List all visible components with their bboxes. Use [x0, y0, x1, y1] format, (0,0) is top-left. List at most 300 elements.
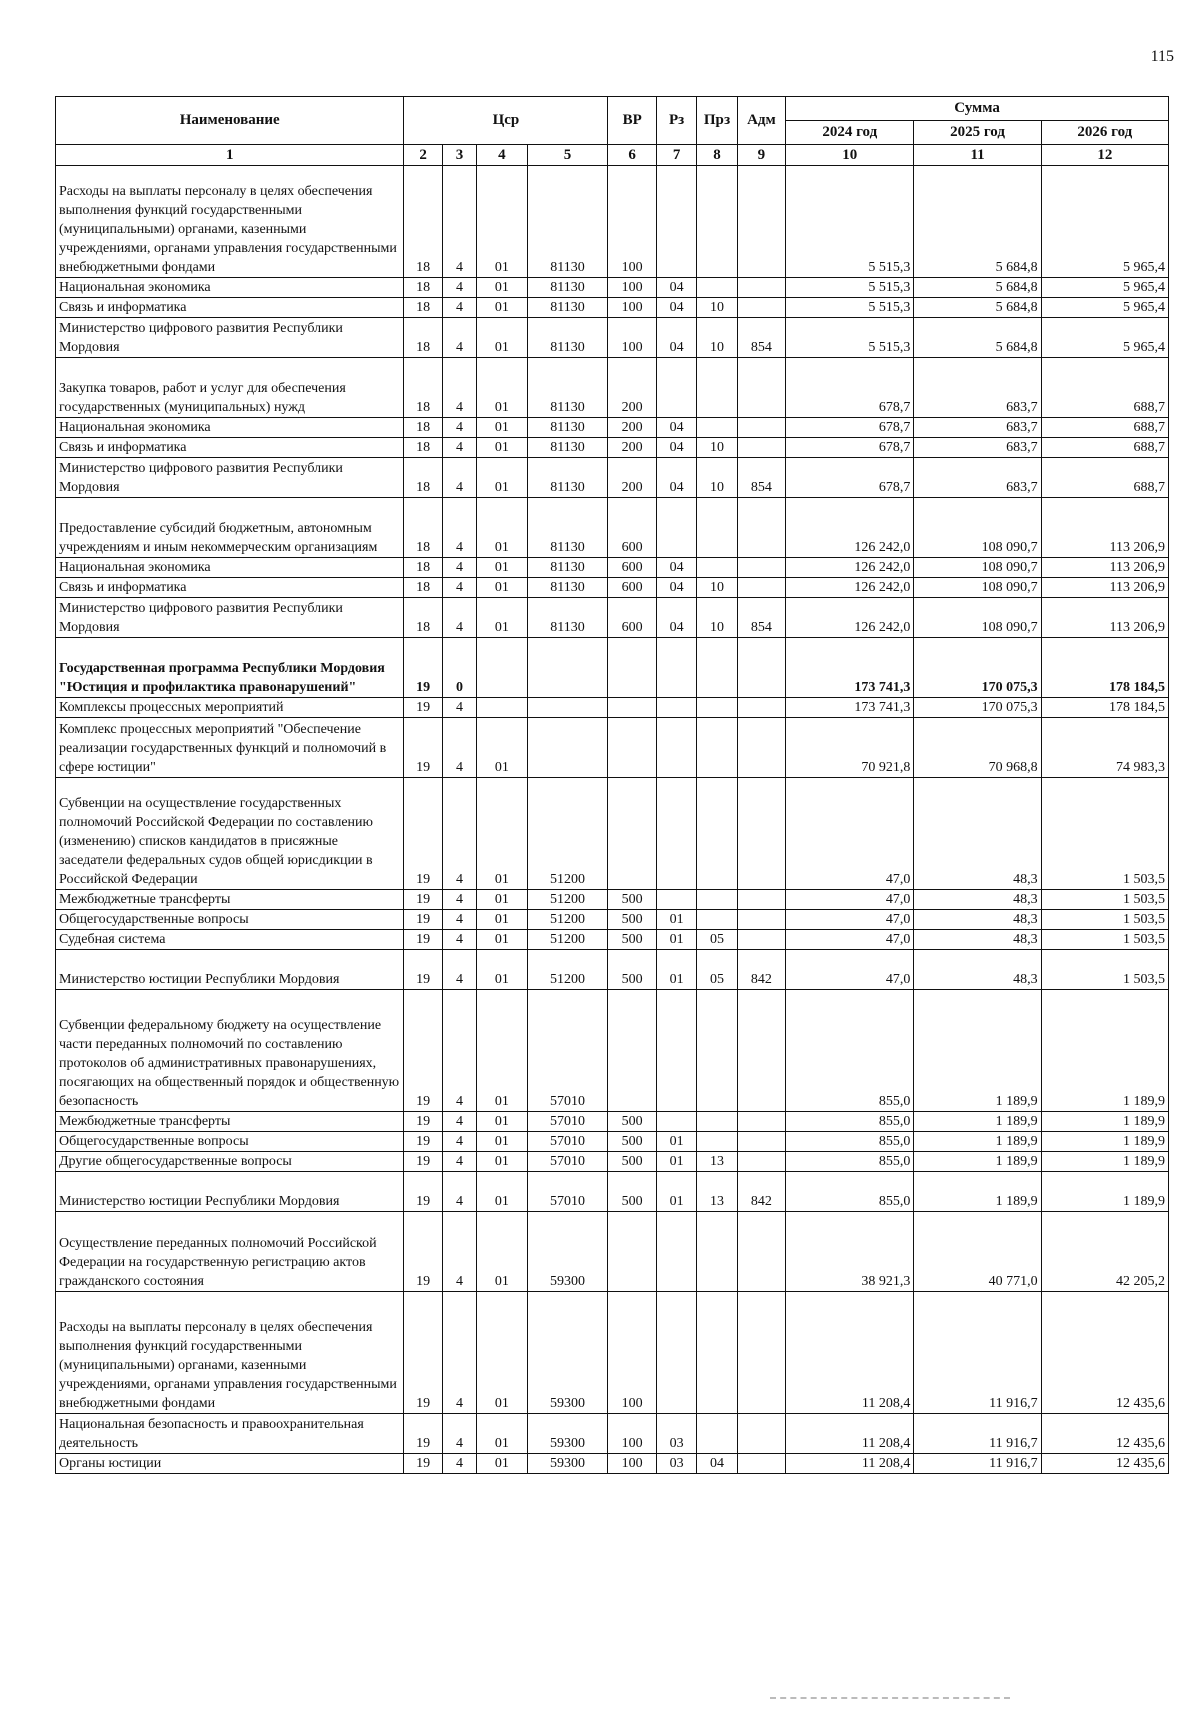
row-name: Расходы на выплаты персоналу в целях обеспечения выполнения функций государственными (муниципальными) органами, казенными учреждениями, органами управления государственными внебюджетными фондами: [56, 1292, 404, 1414]
row-cs-program: 19: [404, 950, 442, 990]
row-cs-direction: 81130: [527, 598, 608, 638]
table-row: [56, 1172, 1169, 1212]
row-adm: [737, 418, 785, 438]
row-vr: [608, 718, 656, 778]
row-prz: [697, 1292, 737, 1414]
col-number: 9: [737, 145, 785, 166]
row-sum-2025: 683,7: [914, 458, 1041, 498]
table-row: [56, 1132, 1169, 1152]
row-cs-main: 01: [477, 166, 527, 278]
row-vr: 100: [608, 298, 656, 318]
row-cs-direction: 81130: [527, 558, 608, 578]
table-row: [56, 418, 1169, 438]
table-row: [56, 1152, 1169, 1172]
row-rz: [656, 358, 696, 418]
row-vr: 200: [608, 358, 656, 418]
row-sum-2024: 173 741,3: [786, 698, 914, 718]
row-cs-program: 19: [404, 1172, 442, 1212]
row-cs-direction: 51200: [527, 950, 608, 990]
row-sum-2024: 126 242,0: [786, 498, 914, 558]
row-sum-2026: 1 189,9: [1041, 990, 1168, 1112]
row-cs-main: 01: [477, 278, 527, 298]
row-sum-2026: 1 189,9: [1041, 1152, 1168, 1172]
row-sum-2024: 5 515,3: [786, 318, 914, 358]
row-vr: 200: [608, 458, 656, 498]
row-sum-2025: 70 968,8: [914, 718, 1041, 778]
row-prz: [697, 558, 737, 578]
row-prz: 10: [697, 598, 737, 638]
row-rz: [656, 638, 696, 698]
row-name: Общегосударственные вопросы: [56, 910, 404, 930]
row-cs-program: 19: [404, 698, 442, 718]
table-row: [56, 638, 1169, 698]
row-rz: 04: [656, 298, 696, 318]
row-prz: [697, 358, 737, 418]
row-cs-main: 01: [477, 598, 527, 638]
row-sum-2026: 1 503,5: [1041, 950, 1168, 990]
row-adm: [737, 1132, 785, 1152]
row-sum-2026: 5 965,4: [1041, 166, 1168, 278]
row-prz: [697, 890, 737, 910]
row-name: Связь и информатика: [56, 438, 404, 458]
table-row: [56, 358, 1169, 418]
row-cs-program: 18: [404, 166, 442, 278]
row-adm: [737, 558, 785, 578]
row-vr: [608, 990, 656, 1112]
row-rz: 04: [656, 418, 696, 438]
row-cs-main: 01: [477, 298, 527, 318]
row-sum-2025: 48,3: [914, 778, 1041, 890]
row-sum-2025: 1 189,9: [914, 1132, 1041, 1152]
row-adm: [737, 1454, 785, 1474]
row-rz: 04: [656, 578, 696, 598]
row-rz: 01: [656, 950, 696, 990]
col-number: 11: [914, 145, 1041, 166]
row-rz: 01: [656, 1172, 696, 1212]
row-prz: [697, 166, 737, 278]
table-row: [56, 950, 1169, 990]
row-cs-program: 19: [404, 930, 442, 950]
row-vr: [608, 698, 656, 718]
row-rz: [656, 166, 696, 278]
row-rz: [656, 698, 696, 718]
row-sum-2025: 108 090,7: [914, 498, 1041, 558]
table-row: [56, 598, 1169, 638]
row-name: Осуществление переданных полномочий Российской Федерации на государственную регистрацию актов гражданского состояния: [56, 1212, 404, 1292]
row-prz: [697, 1132, 737, 1152]
row-cs-subprogram: 4: [442, 1112, 476, 1132]
row-cs-subprogram: 4: [442, 418, 476, 438]
row-prz: [697, 698, 737, 718]
row-cs-direction: 51200: [527, 778, 608, 890]
row-rz: 03: [656, 1454, 696, 1474]
row-vr: 500: [608, 1172, 656, 1212]
row-name: Национальная экономика: [56, 418, 404, 438]
row-sum-2024: 126 242,0: [786, 598, 914, 638]
row-cs-main: 01: [477, 930, 527, 950]
row-cs-subprogram: 4: [442, 1212, 476, 1292]
col-number: 8: [697, 145, 737, 166]
scan-artifact-line: [770, 1697, 1010, 1702]
row-cs-direction: 81130: [527, 358, 608, 418]
row-cs-main: [477, 638, 527, 698]
row-rz: 04: [656, 458, 696, 498]
row-prz: [697, 718, 737, 778]
row-vr: 500: [608, 1152, 656, 1172]
row-name: Общегосударственные вопросы: [56, 1132, 404, 1152]
table-row: [56, 698, 1169, 718]
row-sum-2025: 5 684,8: [914, 166, 1041, 278]
row-sum-2025: 108 090,7: [914, 578, 1041, 598]
row-vr: 100: [608, 1292, 656, 1414]
row-cs-program: 19: [404, 1414, 442, 1454]
row-cs-program: 18: [404, 558, 442, 578]
row-vr: 100: [608, 1414, 656, 1454]
row-sum-2026: 1 503,5: [1041, 930, 1168, 950]
row-sum-2026: 178 184,5: [1041, 698, 1168, 718]
col-number: 12: [1041, 145, 1168, 166]
table-row: [56, 1212, 1169, 1292]
header-vr: ВР: [608, 97, 656, 145]
row-sum-2024: 5 515,3: [786, 278, 914, 298]
row-name: Министерство цифрового развития Республики Мордовия: [56, 318, 404, 358]
table-row: [56, 166, 1169, 278]
header-summa: Сумма: [786, 97, 1169, 121]
row-cs-direction: 59300: [527, 1454, 608, 1474]
header-year-2025: 2025 год: [914, 121, 1041, 145]
col-number: 5: [527, 145, 608, 166]
row-prz: 10: [697, 298, 737, 318]
row-sum-2025: 5 684,8: [914, 318, 1041, 358]
row-sum-2024: 678,7: [786, 418, 914, 438]
row-prz: 13: [697, 1172, 737, 1212]
row-cs-main: 01: [477, 318, 527, 358]
row-adm: [737, 1112, 785, 1132]
row-sum-2024: 47,0: [786, 778, 914, 890]
row-name: Расходы на выплаты персоналу в целях обеспечения выполнения функций государственными (муниципальными) органами, казенными учреждениями, органами управления государственными внебюджетными фондами: [56, 166, 404, 278]
row-cs-subprogram: 4: [442, 166, 476, 278]
row-name: Комплекс процессных мероприятий "Обеспечение реализации государственных функций и полномочий в сфере юстиции": [56, 718, 404, 778]
row-adm: [737, 890, 785, 910]
row-sum-2026: 5 965,4: [1041, 318, 1168, 358]
row-adm: [737, 298, 785, 318]
row-sum-2024: 678,7: [786, 358, 914, 418]
row-vr: [608, 1212, 656, 1292]
row-sum-2026: 74 983,3: [1041, 718, 1168, 778]
row-name: Комплексы процессных мероприятий: [56, 698, 404, 718]
row-sum-2025: 1 189,9: [914, 1172, 1041, 1212]
row-cs-subprogram: 4: [442, 1172, 476, 1212]
row-vr: 500: [608, 930, 656, 950]
row-cs-subprogram: 0: [442, 638, 476, 698]
row-prz: [697, 1414, 737, 1454]
row-sum-2026: 5 965,4: [1041, 278, 1168, 298]
col-number: 6: [608, 145, 656, 166]
row-vr: 200: [608, 418, 656, 438]
table-row: [56, 910, 1169, 930]
row-sum-2025: 108 090,7: [914, 558, 1041, 578]
row-adm: [737, 438, 785, 458]
row-sum-2026: 12 435,6: [1041, 1292, 1168, 1414]
row-name: Министерство цифрового развития Республики Мордовия: [56, 458, 404, 498]
row-cs-direction: 51200: [527, 890, 608, 910]
row-sum-2025: 108 090,7: [914, 598, 1041, 638]
row-sum-2026: 113 206,9: [1041, 498, 1168, 558]
row-sum-2025: 683,7: [914, 358, 1041, 418]
row-cs-subprogram: 4: [442, 458, 476, 498]
row-cs-subprogram: 4: [442, 778, 476, 890]
row-cs-main: [477, 698, 527, 718]
row-cs-program: 19: [404, 1132, 442, 1152]
row-cs-program: 19: [404, 718, 442, 778]
row-cs-main: 01: [477, 1454, 527, 1474]
row-prz: [697, 498, 737, 558]
row-cs-subprogram: 4: [442, 598, 476, 638]
row-vr: 600: [608, 498, 656, 558]
row-sum-2024: 126 242,0: [786, 558, 914, 578]
row-cs-main: 01: [477, 558, 527, 578]
row-prz: [697, 278, 737, 298]
row-cs-program: 18: [404, 278, 442, 298]
row-cs-main: 01: [477, 1112, 527, 1132]
row-rz: 04: [656, 438, 696, 458]
header-tsr: Цср: [404, 97, 608, 145]
row-cs-main: 01: [477, 950, 527, 990]
row-sum-2024: 5 515,3: [786, 166, 914, 278]
row-vr: 500: [608, 890, 656, 910]
row-sum-2026: 42 205,2: [1041, 1212, 1168, 1292]
row-adm: 854: [737, 598, 785, 638]
row-cs-program: 19: [404, 1152, 442, 1172]
row-prz: 13: [697, 1152, 737, 1172]
row-cs-program: 18: [404, 578, 442, 598]
table-row: [56, 318, 1169, 358]
row-cs-subprogram: 4: [442, 718, 476, 778]
row-sum-2026: 113 206,9: [1041, 558, 1168, 578]
row-cs-program: 18: [404, 438, 442, 458]
row-rz: 04: [656, 318, 696, 358]
budget-table: [55, 96, 1169, 1474]
row-sum-2025: 11 916,7: [914, 1414, 1041, 1454]
row-cs-program: 18: [404, 458, 442, 498]
col-number: 10: [786, 145, 914, 166]
row-vr: 500: [608, 1112, 656, 1132]
row-cs-subprogram: 4: [442, 1292, 476, 1414]
row-name: Судебная система: [56, 930, 404, 950]
row-cs-direction: 59300: [527, 1292, 608, 1414]
row-cs-main: 01: [477, 1292, 527, 1414]
row-cs-direction: 81130: [527, 438, 608, 458]
row-adm: [737, 498, 785, 558]
row-cs-program: 19: [404, 890, 442, 910]
row-rz: [656, 1112, 696, 1132]
row-sum-2025: 48,3: [914, 890, 1041, 910]
row-sum-2025: 683,7: [914, 418, 1041, 438]
row-cs-direction: 81130: [527, 298, 608, 318]
row-cs-subprogram: 4: [442, 890, 476, 910]
row-cs-program: 18: [404, 598, 442, 638]
row-vr: 100: [608, 166, 656, 278]
table-row: [56, 778, 1169, 890]
row-cs-subprogram: 4: [442, 950, 476, 990]
row-name: Национальная безопасность и правоохранительная деятельность: [56, 1414, 404, 1454]
table-header: [56, 97, 1169, 166]
row-sum-2025: 11 916,7: [914, 1292, 1041, 1414]
row-rz: 04: [656, 598, 696, 638]
row-sum-2024: 855,0: [786, 1152, 914, 1172]
row-cs-direction: 57010: [527, 1112, 608, 1132]
header-name: Наименование: [56, 97, 404, 145]
row-cs-direction: 59300: [527, 1414, 608, 1454]
row-rz: [656, 1292, 696, 1414]
row-cs-subprogram: 4: [442, 578, 476, 598]
row-cs-subprogram: 4: [442, 990, 476, 1112]
row-cs-subprogram: 4: [442, 318, 476, 358]
row-vr: 600: [608, 578, 656, 598]
row-cs-program: 19: [404, 910, 442, 930]
row-name: Национальная экономика: [56, 558, 404, 578]
header-prz: Прз: [697, 97, 737, 145]
row-vr: [608, 778, 656, 890]
row-sum-2026: 688,7: [1041, 458, 1168, 498]
row-name: Закупка товаров, работ и услуг для обеспечения государственных (муниципальных) нужд: [56, 358, 404, 418]
row-adm: [737, 1152, 785, 1172]
row-rz: [656, 1212, 696, 1292]
row-sum-2026: 1 503,5: [1041, 778, 1168, 890]
row-adm: [737, 698, 785, 718]
row-sum-2026: 178 184,5: [1041, 638, 1168, 698]
row-cs-program: 19: [404, 1112, 442, 1132]
row-prz: [697, 910, 737, 930]
row-sum-2024: 70 921,8: [786, 718, 914, 778]
row-name: Межбюджетные трансферты: [56, 890, 404, 910]
row-sum-2026: 1 189,9: [1041, 1172, 1168, 1212]
row-name: Государственная программа Республики Мордовия "Юстиция и профилактика правонарушений": [56, 638, 404, 698]
row-cs-main: 01: [477, 718, 527, 778]
row-cs-program: 18: [404, 298, 442, 318]
row-adm: [737, 778, 785, 890]
row-name: Министерство цифрового развития Республики Мордовия: [56, 598, 404, 638]
row-sum-2024: 855,0: [786, 1172, 914, 1212]
row-cs-main: 01: [477, 1132, 527, 1152]
row-name: Связь и информатика: [56, 298, 404, 318]
row-sum-2025: 1 189,9: [914, 1152, 1041, 1172]
row-cs-subprogram: 4: [442, 910, 476, 930]
row-cs-main: 01: [477, 1212, 527, 1292]
row-sum-2024: 678,7: [786, 438, 914, 458]
row-cs-direction: 59300: [527, 1212, 608, 1292]
row-rz: 03: [656, 1414, 696, 1454]
row-cs-subprogram: 4: [442, 558, 476, 578]
row-rz: 01: [656, 930, 696, 950]
row-vr: 500: [608, 1132, 656, 1152]
row-adm: [737, 910, 785, 930]
row-cs-subprogram: 4: [442, 298, 476, 318]
col-number: 3: [442, 145, 476, 166]
row-sum-2026: 1 503,5: [1041, 910, 1168, 930]
row-cs-direction: 81130: [527, 166, 608, 278]
row-name: Министерство юстиции Республики Мордовия: [56, 950, 404, 990]
row-cs-program: 18: [404, 318, 442, 358]
row-sum-2025: 48,3: [914, 910, 1041, 930]
row-rz: [656, 890, 696, 910]
row-cs-direction: 81130: [527, 318, 608, 358]
row-sum-2025: 48,3: [914, 950, 1041, 990]
col-number: 2: [404, 145, 442, 166]
row-adm: 854: [737, 318, 785, 358]
row-rz: [656, 778, 696, 890]
row-cs-main: 01: [477, 578, 527, 598]
table-row: [56, 890, 1169, 910]
row-adm: [737, 278, 785, 298]
row-sum-2026: 688,7: [1041, 358, 1168, 418]
row-cs-direction: 81130: [527, 278, 608, 298]
row-vr: 200: [608, 438, 656, 458]
table-row: [56, 438, 1169, 458]
row-sum-2026: 12 435,6: [1041, 1454, 1168, 1474]
row-cs-main: 01: [477, 458, 527, 498]
row-rz: [656, 718, 696, 778]
row-sum-2026: 1 189,9: [1041, 1112, 1168, 1132]
row-cs-subprogram: 4: [442, 1414, 476, 1454]
row-rz: 01: [656, 1132, 696, 1152]
row-cs-subprogram: 4: [442, 1132, 476, 1152]
row-cs-direction: 57010: [527, 990, 608, 1112]
row-adm: [737, 638, 785, 698]
row-sum-2026: 113 206,9: [1041, 578, 1168, 598]
row-cs-main: 01: [477, 778, 527, 890]
row-prz: [697, 1212, 737, 1292]
row-cs-program: 19: [404, 638, 442, 698]
row-sum-2026: 1 189,9: [1041, 1132, 1168, 1152]
row-rz: 04: [656, 558, 696, 578]
row-sum-2024: 38 921,3: [786, 1212, 914, 1292]
row-cs-main: 01: [477, 498, 527, 558]
row-sum-2025: 40 771,0: [914, 1212, 1041, 1292]
row-cs-subprogram: 4: [442, 278, 476, 298]
row-prz: [697, 1112, 737, 1132]
row-sum-2025: 170 075,3: [914, 638, 1041, 698]
row-cs-direction: [527, 638, 608, 698]
row-cs-direction: 81130: [527, 418, 608, 438]
row-sum-2025: 170 075,3: [914, 698, 1041, 718]
row-sum-2024: 855,0: [786, 990, 914, 1112]
table-row: [56, 558, 1169, 578]
col-number: 4: [477, 145, 527, 166]
row-cs-subprogram: 4: [442, 358, 476, 418]
row-sum-2026: 1 503,5: [1041, 890, 1168, 910]
table-row: [56, 990, 1169, 1112]
table-row: [56, 718, 1169, 778]
row-cs-direction: [527, 718, 608, 778]
row-cs-direction: 57010: [527, 1152, 608, 1172]
col-number: 1: [56, 145, 404, 166]
row-adm: 842: [737, 950, 785, 990]
row-prz: 04: [697, 1454, 737, 1474]
page-number: 115: [1150, 48, 1174, 65]
row-sum-2026: 12 435,6: [1041, 1414, 1168, 1454]
row-sum-2025: 683,7: [914, 438, 1041, 458]
row-adm: [737, 930, 785, 950]
row-sum-2026: 688,7: [1041, 418, 1168, 438]
col-number: 7: [656, 145, 696, 166]
header-rz: Рз: [656, 97, 696, 145]
row-prz: [697, 418, 737, 438]
row-adm: [737, 990, 785, 1112]
row-cs-main: 01: [477, 1414, 527, 1454]
row-sum-2024: 5 515,3: [786, 298, 914, 318]
row-prz: [697, 638, 737, 698]
